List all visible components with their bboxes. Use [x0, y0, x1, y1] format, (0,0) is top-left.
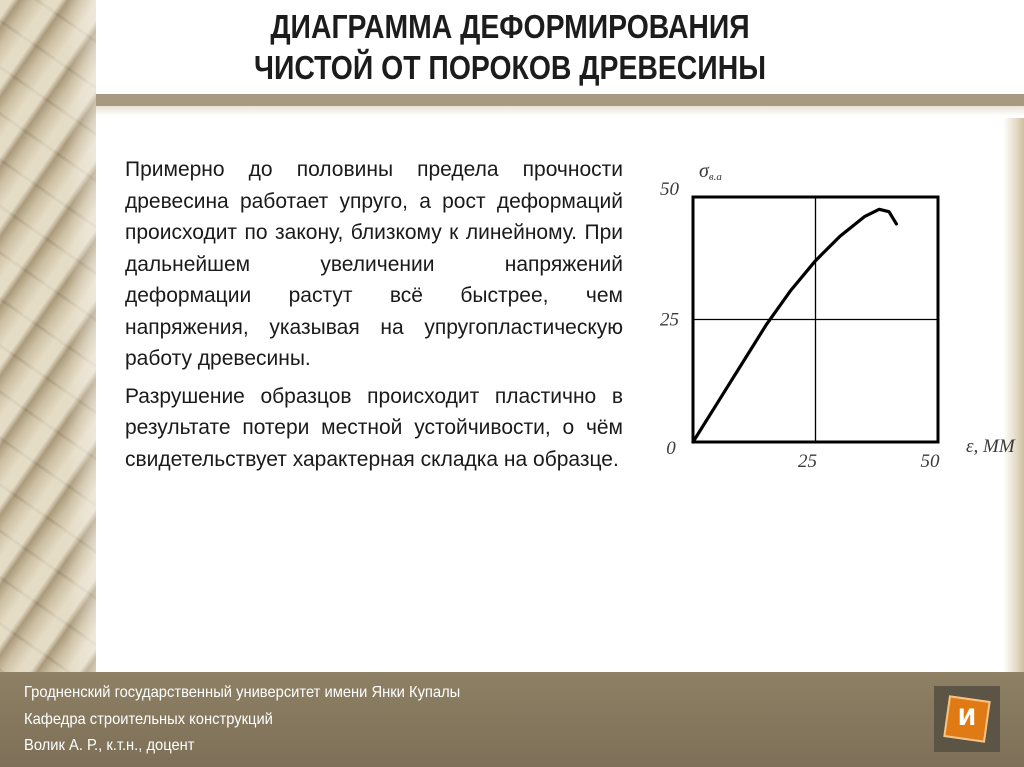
x-tick-label: 50 — [920, 451, 940, 472]
x-tick-label: 25 — [798, 451, 817, 472]
origin-label: 0 — [666, 438, 676, 459]
decorative-strip-fade — [0, 0, 96, 672]
chart-series — [693, 209, 896, 442]
university-logo — [934, 686, 1000, 752]
footer-department: Кафедра строительных конструкций — [24, 711, 273, 728]
footer-university: Гродненский государственный университет имени Янки Купалы — [24, 684, 461, 701]
slide-title — [192, 6, 828, 88]
title-line-1: ДИАГРАММА ДЕФОРМИРОВАНИЯ — [270, 8, 750, 45]
y-tick-label: 25 — [660, 309, 679, 331]
paragraph-2: Разрушение образцов происходит пластично в результате потери местной устойчивости, о чём свидетельствует характерная складка на образце. — [125, 384, 623, 471]
footer — [0, 672, 1024, 767]
y-tick-label: 50 — [660, 179, 679, 200]
x-axis-label: ε, ММ — [966, 436, 1015, 457]
footer-author: Волик А. Р., к.т.н., доцент — [24, 737, 195, 754]
y-axis-label: σв.а — [699, 160, 722, 183]
logo-letter: И — [957, 706, 977, 731]
chart-labels — [660, 160, 1016, 472]
title-line-2: ЧИСТОЙ ОТ ПОРОКОВ ДРЕВЕСИНЫ — [254, 49, 766, 86]
title-divider-band — [96, 94, 1024, 106]
title-divider-shadow — [96, 106, 1024, 116]
paragraph-1: Примерно до половины предела прочности древесина работает упруго, а рост деформаций происходит по закону, близкому к линейному. При дальнейшем увеличении напряжений деформации растут всё быстрее, чем напряжения, указывая на упругопластическую работу древесины. — [125, 158, 623, 370]
deformation-chart — [640, 150, 1020, 480]
series-line-0 — [693, 209, 896, 442]
chart-grid — [693, 197, 938, 442]
body-text — [125, 154, 623, 481]
